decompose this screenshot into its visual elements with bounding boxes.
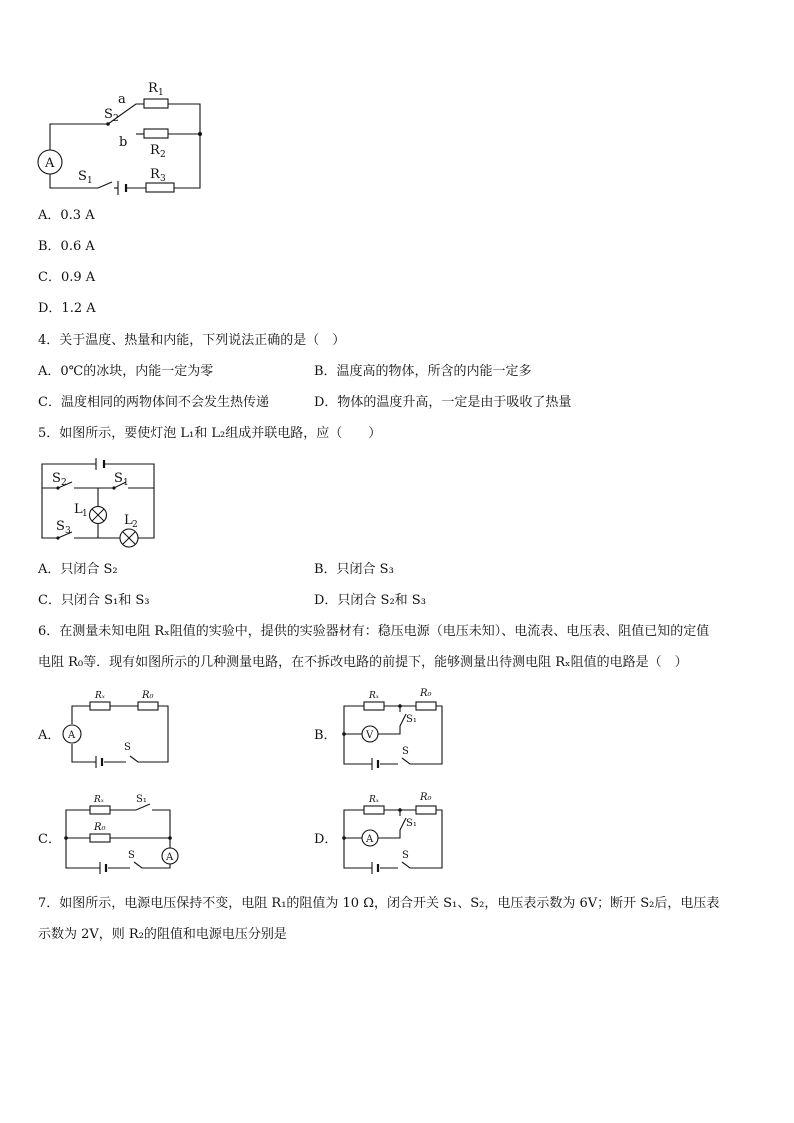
- l2-label: L: [124, 513, 133, 528]
- s1-sub: 1: [123, 478, 129, 488]
- r1-sub: 1: [158, 88, 164, 98]
- r0-label: R₀: [420, 792, 432, 803]
- a-label: a: [118, 92, 126, 107]
- q6-circuit-d: [336, 790, 451, 874]
- s2-label: S: [104, 107, 113, 122]
- q4-option-b: B．温度高的物体，所含的内能一定多: [314, 364, 532, 379]
- rx-label: Rₓ: [94, 795, 104, 805]
- q6-stem-line2: 电阻 R₀等．现有如图所示的几种测量电路，在不拆改电路的前提下，能够测量出待测电阻 Rₓ阻值的电路是（ ）: [38, 655, 688, 670]
- q3-option-b: B．0.6 A: [38, 239, 95, 254]
- s-label: S: [402, 746, 409, 757]
- s1-label: S₁: [136, 794, 147, 805]
- r3-sub: 3: [160, 174, 166, 184]
- q3-option-a: A．0.3 A: [38, 208, 95, 223]
- rx-label: Rₓ: [369, 691, 379, 701]
- s1-label: S₁: [406, 714, 417, 725]
- s2-sub: 2: [113, 114, 119, 124]
- q6-stem-line1: 6．在测量未知电阻 Rₓ阻值的实验中，提供的实验器材有：稳压电源（电压未知）、电流表、电压表、阻值已知的定值: [38, 624, 710, 639]
- s1-sub: 1: [87, 176, 93, 186]
- ammeter-label: A: [366, 834, 374, 845]
- s2-sub: 2: [61, 478, 67, 488]
- r1-label: R: [148, 81, 158, 96]
- q4-option-c: C．温度相同的两物体间不会发生热传递: [38, 395, 269, 410]
- r2-label: R: [150, 143, 160, 158]
- l1-label: L: [74, 502, 83, 517]
- q3-circuit-diagram: [36, 78, 216, 193]
- q6-circuit-a: [60, 688, 175, 770]
- q4-option-d: D．物体的温度升高，一定是由于吸收了热量: [314, 395, 572, 410]
- l1-sub: 1: [82, 509, 88, 519]
- s1-label: S₁: [406, 818, 417, 829]
- r3-label: R: [150, 167, 160, 182]
- q6-option-b-label: B．: [314, 728, 337, 743]
- ammeter-label: A: [45, 156, 55, 171]
- b-label: b: [119, 135, 128, 150]
- r0-label: R₀: [420, 688, 432, 699]
- rx-label: Rₓ: [369, 795, 379, 805]
- r0-label: R₀: [94, 822, 106, 833]
- q5-circuit-diagram: [38, 456, 158, 552]
- q5-option-b: B．只闭合 S₃: [314, 562, 394, 577]
- r0-label: R₀: [142, 690, 154, 701]
- q6-option-a-label: A．: [38, 728, 61, 743]
- q6-circuit-c: [60, 790, 185, 874]
- q7-stem-line2: 示数为 2V，则 R₂的阻值和电源电压分别是: [38, 927, 287, 942]
- q4-option-a: A．0℃的冰块，内能一定为零: [38, 364, 214, 379]
- rx-label: Rₓ: [95, 691, 105, 701]
- ammeter-label: A: [68, 730, 76, 741]
- q6-option-d-label: D．: [314, 832, 338, 847]
- s-label: S: [128, 850, 135, 861]
- s-label: S: [124, 742, 131, 753]
- q3-option-c: C．0.9 A: [38, 270, 96, 285]
- q7-stem-line1: 7．如图所示，电源电压保持不变，电阻 R₁的阻值为 10 Ω，闭合开关 S₁、S₂，电压表示数为 6V；断开 S₂后，电压表: [38, 896, 720, 911]
- s2-label: S: [52, 471, 61, 486]
- s-label: S: [402, 850, 409, 861]
- ammeter-label: A: [166, 852, 174, 863]
- s1-label: S: [114, 471, 123, 486]
- s1-label: S: [78, 169, 87, 184]
- s3-label: S: [56, 519, 65, 534]
- l2-sub: 2: [132, 520, 138, 530]
- q3-option-d: D．1.2 A: [38, 301, 96, 316]
- r2-sub: 2: [160, 150, 166, 160]
- q6-option-c-label: C．: [38, 832, 61, 847]
- q5-option-a: A．只闭合 S₂: [38, 562, 118, 577]
- q5-option-c: C．只闭合 S₁和 S₃: [38, 593, 150, 608]
- s3-sub: 3: [65, 526, 71, 536]
- q5-option-d: D．只闭合 S₂和 S₃: [314, 593, 426, 608]
- q4-stem: 4．关于温度、热量和内能，下列说法正确的是（ ）: [38, 333, 346, 348]
- voltmeter-label: V: [366, 730, 374, 741]
- q5-stem: 5．如图所示，要使灯泡 L₁和 L₂组成并联电路，应（ ）: [38, 426, 382, 441]
- q6-circuit-b: [336, 686, 451, 770]
